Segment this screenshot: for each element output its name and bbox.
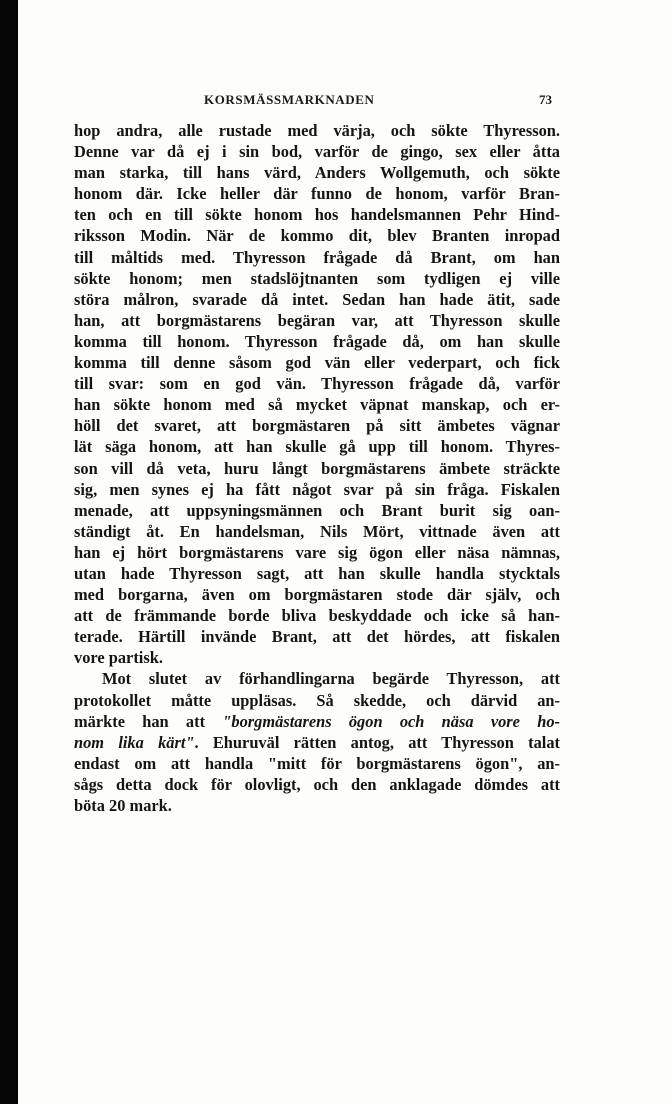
page-number: 73 xyxy=(539,92,552,107)
text-line: till måltids med. Thyresson frågade då Brant, om han xyxy=(74,247,560,267)
text-line: man starka, till hans värd, Anders Wollgemuth, och sökte xyxy=(74,163,560,183)
text-line xyxy=(74,711,560,732)
text-line xyxy=(74,732,560,753)
quotation-italic: "borgmästarens ögon och näsa vore ho- xyxy=(222,711,560,731)
text-line: endast om att handla "mitt för borgmästarens ögon", an- xyxy=(74,753,560,773)
text-line: son vill då veta, huru långt borgmästarens ämbete sträckte xyxy=(74,458,560,478)
text-line: att de främmande borde bliva beskyddade och icke så han- xyxy=(74,606,560,626)
scan-edge xyxy=(0,0,18,1104)
text-line: terade. Härtill invände Brant, att det hördes, att fiskalen xyxy=(74,627,560,647)
text-line: hop andra, alle rustade med värja, och sökte Thyresson. xyxy=(74,121,560,140)
text-line: han sökte honom med så mycket väpnat manskap, och er- xyxy=(74,395,560,415)
text-line: vore partisk. xyxy=(74,648,163,668)
text-line: utan hade Thyresson sagt, att han skulle handla stycktals xyxy=(74,563,560,583)
text-line: lät säga honom, att han skulle gå upp till honom. Thyres- xyxy=(74,437,560,457)
paragraph-1 xyxy=(74,120,560,668)
text-line: han ej hört borgmästarens vare sig ögon eller näsa nämnas, xyxy=(74,542,560,562)
text-line: ständigt åt. En handelsman, Nils Mört, vittnade även att xyxy=(74,521,560,541)
text-line: riksson Modin. När de kommo dit, blev Branten inropad xyxy=(74,226,560,246)
quotation-italic: nom lika kärt" xyxy=(74,732,195,752)
running-title: KORSMÄSSMARKNADEN xyxy=(204,92,375,107)
text-line: komma till denne såsom god vän eller vederpart, och fick xyxy=(74,353,560,373)
text-line: till svar: som en god vän. Thyresson frågade då, varför xyxy=(74,374,560,394)
text-segment: . Ehuruväl rätten antog, att Thyresson talat xyxy=(194,732,560,752)
body-text xyxy=(74,120,560,816)
paragraph-2 xyxy=(74,668,560,816)
book-page xyxy=(18,0,672,1104)
running-head xyxy=(74,92,560,112)
text-line: menade, att uppsyningsmännen och Brant burit sig oan- xyxy=(74,500,560,520)
text-line: Denne var då ej i sin bod, varför de gingo, sex eller åtta xyxy=(74,142,560,162)
text-line: böta 20 mark. xyxy=(74,796,172,815)
text-line: Mot slutet av förhandlingarna begärde Thyresson, att xyxy=(102,669,560,689)
text-line: ten och en till sökte honom hos handelsmannen Pehr Hind- xyxy=(74,205,560,225)
text-line: med borgarna, även om borgmästaren stode där själv, och xyxy=(74,585,560,605)
text-line: honom där. Icke heller där funno de honom, varför Bran- xyxy=(74,184,560,204)
text-line: störa målron, svarade då intet. Sedan han hade ätit, sade xyxy=(74,289,560,309)
text-line: han, att borgmästarens begäran var, att Thyresson skulle xyxy=(74,310,560,330)
text-line: protokollet måtte uppläsas. Så skedde, och därvid an- xyxy=(74,690,560,710)
text-line: komma till honom. Thyresson frågade då, om han skulle xyxy=(74,331,560,351)
text-line: sig, men synes ej ha fått något svar på sin fråga. Fiskalen xyxy=(74,479,560,499)
text-line: sökte honom; men stadslöjtnanten som tydligen ej ville xyxy=(74,268,560,288)
text-line: höll det svaret, att borgmästaren på sitt ämbetes vägnar xyxy=(74,416,560,436)
text-line: sågs detta dock för olovligt, och den anklagade dömdes att xyxy=(74,774,560,794)
text-segment: märkte han att xyxy=(74,711,223,731)
